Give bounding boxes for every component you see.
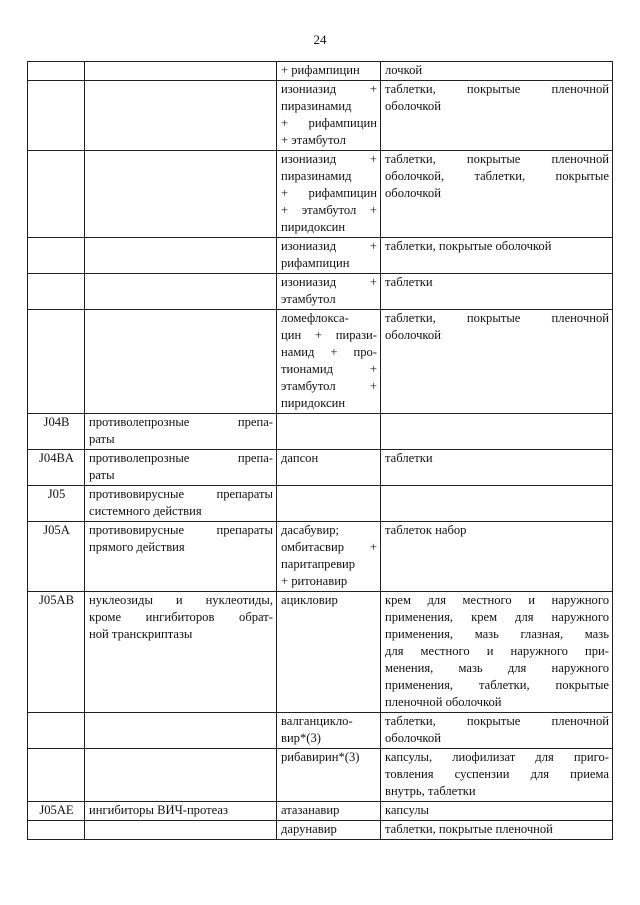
- table-row: [28, 522, 613, 592]
- pharmacological-group-line: противовирусные препараты: [89, 487, 273, 501]
- drug-name-cell: [277, 713, 381, 749]
- drug-name-line: этамбутол +: [281, 379, 377, 393]
- drug-name-line: этамбутол: [281, 292, 336, 306]
- table-row: [28, 486, 613, 522]
- dosage-form-cell: [381, 713, 613, 749]
- drug-name-cell: [277, 522, 381, 592]
- dosage-form-cell: [381, 749, 613, 802]
- drug-name-cell: [277, 821, 381, 840]
- pharmacological-group-line: системного действия: [89, 504, 202, 518]
- table-row: [28, 151, 613, 238]
- table-row: [28, 450, 613, 486]
- pharmacological-group-line: ингибиторы ВИЧ-протеаз: [89, 803, 228, 817]
- dosage-form-cell: [381, 821, 613, 840]
- atc-code-cell: [28, 274, 85, 310]
- drug-name-cell: [277, 450, 381, 486]
- dosage-form-cell: [381, 238, 613, 274]
- pharmacological-group-line: кроме ингибиторов обрат-: [89, 610, 273, 624]
- drug-table: [27, 61, 613, 840]
- table-row: [28, 802, 613, 821]
- dosage-form-cell: [381, 592, 613, 713]
- dosage-form-cell: [381, 274, 613, 310]
- dosage-form-cell: [381, 522, 613, 592]
- table-body: [28, 62, 613, 840]
- pharmacological-group-line: ной транскриптазы: [89, 627, 193, 641]
- drug-name-cell: [277, 802, 381, 821]
- drug-name-cell: [277, 81, 381, 151]
- drug-name-line: изониазид +: [281, 239, 377, 253]
- pharmacological-group-line: противолепрозные препа-: [89, 451, 273, 465]
- pharmacological-group-cell: [85, 274, 277, 310]
- dosage-form-line: применения, мазь глазная, мазь: [385, 627, 609, 641]
- dosage-form-cell: [381, 151, 613, 238]
- drug-name-cell: [277, 238, 381, 274]
- drug-name-cell: [277, 151, 381, 238]
- drug-name-line: ацикловир: [281, 593, 338, 607]
- pharmacological-group-cell: [85, 81, 277, 151]
- dosage-form-line: крем для местного и наружного: [385, 593, 609, 607]
- atc-code-cell: [28, 310, 85, 414]
- drug-name-line: изониазид +: [281, 275, 377, 289]
- atc-code-cell: J04B: [28, 414, 85, 450]
- atc-code-cell: J05AB: [28, 592, 85, 713]
- dosage-form-line: оболочкой, таблетки, покрытые: [385, 169, 609, 183]
- pharmacological-group-cell: [85, 414, 277, 450]
- dosage-form-line: таблеток набор: [385, 523, 467, 537]
- table-row: [28, 310, 613, 414]
- drug-name-line: + рифампицин: [281, 116, 377, 130]
- drug-name-line: + рифампицин: [281, 186, 377, 200]
- dosage-form-line: таблетки: [385, 275, 433, 289]
- drug-name-line: дарунавир: [281, 822, 337, 836]
- pharmacological-group-line: раты: [89, 432, 115, 446]
- drug-name-line: дапсон: [281, 451, 319, 465]
- drug-name-line: + этамбутол: [281, 133, 346, 147]
- table-row: [28, 821, 613, 840]
- drug-name-cell: [277, 486, 381, 522]
- atc-code-cell: [28, 749, 85, 802]
- pharmacological-group-cell: [85, 450, 277, 486]
- atc-code-cell: [28, 62, 85, 81]
- dosage-form-cell: [381, 81, 613, 151]
- drug-name-line: валганцикло-: [281, 714, 353, 728]
- dosage-form-line: оболочкой: [385, 186, 441, 200]
- drug-name-line: рибавирин*(3): [281, 750, 360, 764]
- pharmacological-group-line: противовирусные препараты: [89, 523, 273, 537]
- drug-name-line: + этамбутол +: [281, 203, 377, 217]
- table-row: [28, 749, 613, 802]
- atc-code-cell: [28, 238, 85, 274]
- atc-code-cell: J04BA: [28, 450, 85, 486]
- drug-name-line: изониазид +: [281, 82, 377, 96]
- drug-name-line: + ритонавир: [281, 574, 348, 588]
- table-row: [28, 592, 613, 713]
- dosage-form-cell: [381, 310, 613, 414]
- drug-name-line: атазанавир: [281, 803, 340, 817]
- dosage-form-line: применения, крем для наружного: [385, 610, 609, 624]
- dosage-form-line: лочкой: [385, 63, 423, 77]
- pharmacological-group-cell: [85, 151, 277, 238]
- pharmacological-group-line: прямого действия: [89, 540, 185, 554]
- pharmacological-group-cell: [85, 821, 277, 840]
- drug-name-cell: [277, 62, 381, 81]
- drug-name-line: пиразинамид: [281, 169, 352, 183]
- atc-code-cell: J05AE: [28, 802, 85, 821]
- page-number: 24: [313, 32, 327, 47]
- table-row: [28, 713, 613, 749]
- pharmacological-group-cell: [85, 310, 277, 414]
- pharmacological-group-cell: [85, 486, 277, 522]
- pharmacological-group-cell: [85, 238, 277, 274]
- pharmacological-group-line: противолепрозные препа-: [89, 415, 273, 429]
- atc-code-cell: J05: [28, 486, 85, 522]
- dosage-form-line: таблетки, покрытые пленочной: [385, 714, 609, 728]
- dosage-form-cell: [381, 414, 613, 450]
- drug-name-cell: [277, 310, 381, 414]
- dosage-form-cell: [381, 450, 613, 486]
- dosage-form-line: товления суспензии для приема: [385, 767, 609, 781]
- table-row: [28, 238, 613, 274]
- atc-code-cell: [28, 81, 85, 151]
- dosage-form-line: таблетки, покрытые пленочной: [385, 82, 609, 96]
- atc-code-cell: [28, 821, 85, 840]
- drug-name-line: ломефлокса-: [281, 311, 349, 325]
- pharmacological-group-cell: [85, 713, 277, 749]
- drug-name-line: намид + про-: [281, 345, 377, 359]
- dosage-form-line: таблетки, покрытые пленочной: [385, 822, 553, 836]
- dosage-form-line: внутрь, таблетки: [385, 784, 476, 798]
- dosage-form-line: таблетки: [385, 451, 433, 465]
- atc-code-cell: [28, 713, 85, 749]
- dosage-form-cell: [381, 802, 613, 821]
- dosage-form-line: оболочкой: [385, 731, 441, 745]
- dosage-form-line: капсулы, лиофилизат для приго-: [385, 750, 609, 764]
- drug-name-line: вир*(3): [281, 731, 321, 745]
- drug-name-line: пиразинамид: [281, 99, 352, 113]
- dosage-form-cell: [381, 62, 613, 81]
- table-row: [28, 62, 613, 81]
- table-row: [28, 81, 613, 151]
- pharmacological-group-cell: [85, 62, 277, 81]
- pharmacological-group-cell: [85, 592, 277, 713]
- dosage-form-line: пленочной оболочкой: [385, 695, 502, 709]
- atc-code-cell: [28, 151, 85, 238]
- drug-name-cell: [277, 749, 381, 802]
- dosage-form-cell: [381, 486, 613, 522]
- drug-name-cell: [277, 414, 381, 450]
- drug-name-line: паритапревир: [281, 557, 356, 571]
- drug-name-line: пиридоксин: [281, 220, 346, 234]
- atc-code-cell: J05A: [28, 522, 85, 592]
- dosage-form-line: применения, таблетки, покрытые: [385, 678, 609, 692]
- drug-name-cell: [277, 592, 381, 713]
- pharmacological-group-line: нуклеозиды и нуклеотиды,: [89, 593, 273, 607]
- drug-name-line: пиридоксин: [281, 396, 346, 410]
- drug-name-line: изониазид +: [281, 152, 377, 166]
- dosage-form-line: капсулы: [385, 803, 430, 817]
- drug-name-line: рифампицин: [281, 256, 350, 270]
- drug-name-line: цин + пирази-: [281, 328, 377, 342]
- drug-name-line: омбитасвир +: [281, 540, 377, 554]
- drug-name-line: + рифампицин: [281, 63, 360, 77]
- dosage-form-line: для местного и наружного при-: [385, 644, 609, 658]
- dosage-form-line: таблетки, покрытые пленочной: [385, 152, 609, 166]
- dosage-form-line: таблетки, покрытые пленочной: [385, 311, 609, 325]
- drug-name-line: тионамид +: [281, 362, 377, 376]
- dosage-form-line: оболочкой: [385, 328, 441, 342]
- dosage-form-line: оболочкой: [385, 99, 441, 113]
- drug-name-line: дасабувир;: [281, 523, 340, 537]
- dosage-form-line: менения, мазь для наружного: [385, 661, 609, 675]
- drug-name-cell: [277, 274, 381, 310]
- pharmacological-group-line: раты: [89, 468, 115, 482]
- pharmacological-group-cell: [85, 802, 277, 821]
- pharmacological-group-cell: [85, 522, 277, 592]
- table-row: [28, 274, 613, 310]
- pharmacological-group-cell: [85, 749, 277, 802]
- dosage-form-line: таблетки, покрытые оболочкой: [385, 239, 552, 253]
- table-row: [28, 414, 613, 450]
